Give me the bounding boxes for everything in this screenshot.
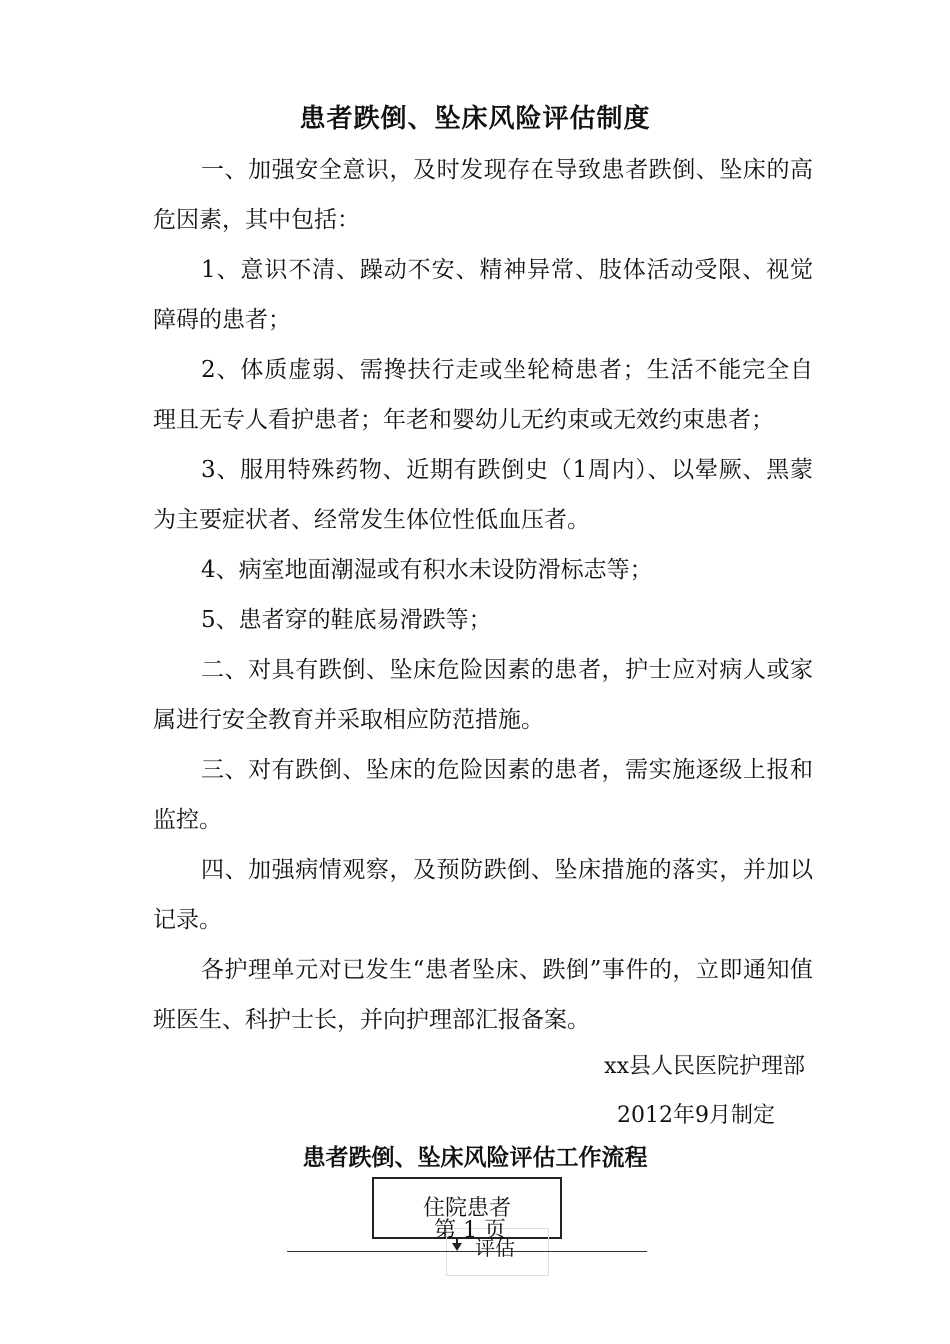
paragraph-6: 5、患者穿的鞋底易滑跌等； — [201, 607, 492, 633]
flowchart-start-label: 住院患者 — [422, 1196, 511, 1221]
paragraph-1: 一、加强安全意识，及时发现存在导致患者跌倒、坠床的高危因素，其中包括： — [153, 157, 813, 233]
paragraph-8: 三、对有跌倒、坠床的危险因素的患者，需实施逐级上报和监控。 — [153, 757, 813, 833]
arrow-head — [452, 1243, 462, 1251]
page-number: 第 1 页 — [434, 1218, 506, 1243]
paragraph-9: 四、加强病情观察，及预防跌倒、坠床措施的落实，并加以记录。 — [153, 857, 813, 933]
signature-organization: xx县人民医院护理部 — [604, 1054, 805, 1079]
paragraph-2: 1、意识不清、躁动不安、精神异常、肢体活动受限、视觉障碍的患者； — [153, 257, 813, 333]
document-title: 患者跌倒、坠床风险评估制度 — [299, 104, 651, 134]
paragraph-10: 各护理单元对已发生“患者坠床、跌倒”事件的，立即通知值班医生、科护士长，并向护理部汇报备案。 — [153, 957, 813, 1033]
footer-divider — [287, 1251, 647, 1252]
flowchart-next-label: 评估 — [475, 1236, 515, 1260]
signature-date: 2012年9月制定 — [617, 1103, 775, 1128]
paragraph-3: 2、体质虚弱、需搀扶行走或坐轮椅患者；生活不能完全自理且无专人看护患者；年老和婴幼儿无约束或无效约束患者； — [153, 357, 813, 433]
paragraph-4: 3、服用特殊药物、近期有跌倒史（1周内）、以晕厥、黑蒙为主要症状者、经常发生体位性低血压者。 — [153, 457, 813, 533]
paragraph-5: 4、病室地面潮湿或有积水未设防滑标志等； — [201, 557, 653, 583]
paragraph-7: 二、对具有跌倒、坠床危险因素的患者，护士应对病人或家属进行安全教育并采取相应防范措施。 — [153, 657, 813, 733]
document-body — [153, 145, 813, 1045]
flowchart-title: 患者跌倒、坠床风险评估工作流程 — [302, 1144, 648, 1171]
